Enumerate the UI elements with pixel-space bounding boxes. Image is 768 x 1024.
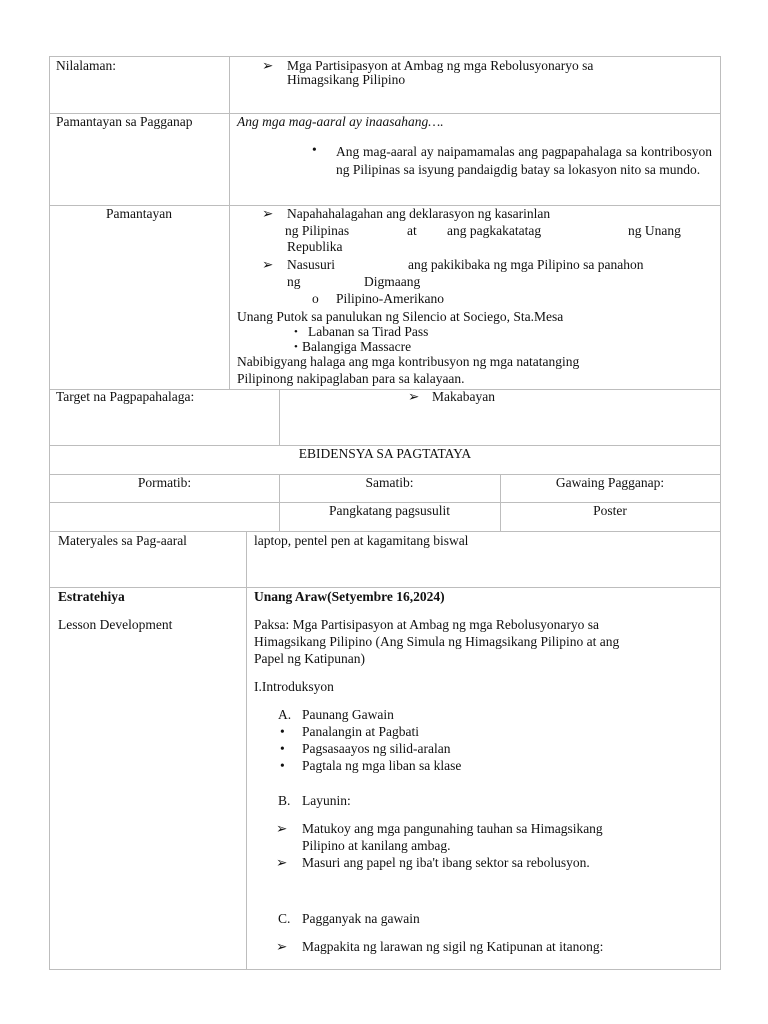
layunin-item2: Masuri ang papel ng iba't ibang sektor sa rebolusyon.: [302, 855, 590, 870]
pagganyak-title: Pagganyak na gawain: [302, 911, 420, 926]
pamantayan-item1-line1: Napahahalagahan ang deklarasyon ng kasarinlan: [287, 206, 551, 221]
lesson-development-label: Lesson Development: [58, 617, 173, 632]
arrow-icon: ➢: [276, 821, 288, 836]
samatib-header: Samatib:: [365, 475, 414, 490]
ebidensya-title: EBIDENSYA SA PAGTATAYA: [298, 446, 472, 461]
pagganyak-item: Magpakita ng larawan ng sigil ng Katipunan at itanong:: [302, 939, 604, 954]
small-bullet-icon: •: [294, 326, 298, 338]
arrow-icon: ➢: [276, 939, 288, 954]
list-item: Pagsasaayos ng silid-aralan: [302, 741, 451, 756]
lesson-plan-document: [49, 56, 721, 970]
bullet-icon: •: [280, 724, 285, 739]
row-divider: [50, 531, 720, 532]
pamantayan-balangiga: Balangiga Massacre: [302, 339, 412, 354]
nilalaman-line1: Mga Partisipasyon at Ambag ng mga Rebolusyonaryo sa: [287, 58, 594, 73]
day-title: Unang Araw(Setyembre 16,2024): [254, 589, 445, 604]
pormatib-header: Pormatib:: [137, 475, 192, 490]
pamantayan-pagganap-intro: Ang mga mag-aaral ay inaasahang….: [237, 114, 444, 129]
pamantayan-item2-word: Digmaang: [364, 274, 421, 289]
pamantayan-item2-word: ang pakikibaka ng mga Pilipino sa panahon: [408, 257, 644, 272]
introduksyon-heading: I.Introduksyon: [254, 679, 334, 694]
layunin-title: Layunin:: [302, 793, 351, 808]
nilalaman-line2: Himagsikang Pilipino: [287, 72, 406, 87]
arrow-icon: ➢: [262, 257, 274, 272]
bullet-icon: •: [280, 758, 285, 773]
pamantayan-item2-word: ng: [287, 274, 301, 289]
paksa-line1: Paksa: Mga Partisipasyon at Ambag ng mga Rebolusyonaryo sa: [254, 617, 599, 632]
column-divider: [229, 57, 230, 389]
arrow-icon: ➢: [408, 389, 420, 404]
layunin-item1-line1: Matukoy ang mga pangunahing tauhan sa Himagsikang: [302, 821, 603, 836]
arrow-icon: ➢: [262, 58, 274, 73]
pamantayan-pagganap-label: Pamantayan sa Pagganap: [56, 114, 193, 129]
list-marker-b: B.: [278, 793, 291, 808]
pamantayan-item2-word: Nasusuri: [287, 257, 335, 272]
arrow-icon: ➢: [262, 206, 274, 221]
column-divider: [279, 389, 280, 445]
paunang-gawain-title: Paunang Gawain: [302, 707, 394, 722]
samatib-value: Pangkatang pagsusulit: [328, 503, 451, 518]
circle-bullet-icon: o: [312, 291, 319, 306]
pamantayan-putok: Unang Putok sa panulukan ng Silencio at Sociego, Sta.Mesa: [237, 309, 564, 324]
row-divider: [50, 587, 720, 588]
bullet-icon: •: [280, 741, 285, 756]
pamantayan-item1-word: ng Unang: [628, 223, 681, 238]
pamantayan-label: Pamantayan: [106, 206, 172, 221]
estratehiya-label: Estratehiya: [58, 589, 125, 604]
list-marker-c: C.: [278, 911, 291, 926]
materyales-value: laptop, pentel pen at kagamitang biswal: [254, 533, 469, 548]
pamantayan-item1-line3: Republika: [287, 239, 343, 254]
gawaing-pagganap-value: Poster: [593, 503, 627, 518]
pamantayan-item1-word: ang pagkakatatag: [447, 223, 542, 238]
pamantayan-sub-item: Pilipino-Amerikano: [336, 291, 444, 306]
list-item: Panalangin at Pagbati: [302, 724, 419, 739]
paksa-line2: Himagsikang Pilipino (Ang Simula ng Himagsikang Pilipino at ang: [254, 634, 620, 649]
nilalaman-label: Nilalaman:: [56, 58, 116, 73]
target-label: Target na Pagpapahalaga:: [56, 389, 195, 404]
list-item: Pagtala ng mga liban sa klase: [302, 758, 462, 773]
bullet-icon: •: [312, 142, 317, 157]
column-divider: [246, 531, 247, 969]
paksa-line3: Papel ng Katipunan): [254, 651, 365, 666]
pamantayan-labanan: Labanan sa Tirad Pass: [308, 324, 429, 339]
pamantayan-halaga-line1: Nabibigyang halaga ang mga kontribusyon ng mga natatanging: [237, 354, 580, 369]
pamantayan-item1-word: at: [407, 223, 417, 238]
list-marker-a: A.: [278, 707, 292, 722]
arrow-icon: ➢: [276, 855, 288, 870]
materyales-label: Materyales sa Pag-aaral: [58, 533, 187, 548]
small-bullet-icon: •: [294, 341, 298, 353]
layunin-item1-line2: Pilipino at kanilang ambag.: [302, 838, 451, 853]
pamantayan-item1-word: ng Pilipinas: [285, 223, 350, 238]
gawaing-pagganap-header: Gawaing Pagganap:: [555, 475, 665, 490]
pamantayan-halaga-line2: Pilipinong nakipaglaban para sa kalayaan.: [237, 371, 465, 386]
pamantayan-pagganap-bullet: Ang mag-aaral ay naipamamalas ang pagpapahalaga sa kontribosyon ng Pilipinas sa isyung pandaigdig batay sa lokasyon nito sa mundo.: [336, 144, 712, 177]
target-value: Makabayan: [432, 389, 495, 404]
